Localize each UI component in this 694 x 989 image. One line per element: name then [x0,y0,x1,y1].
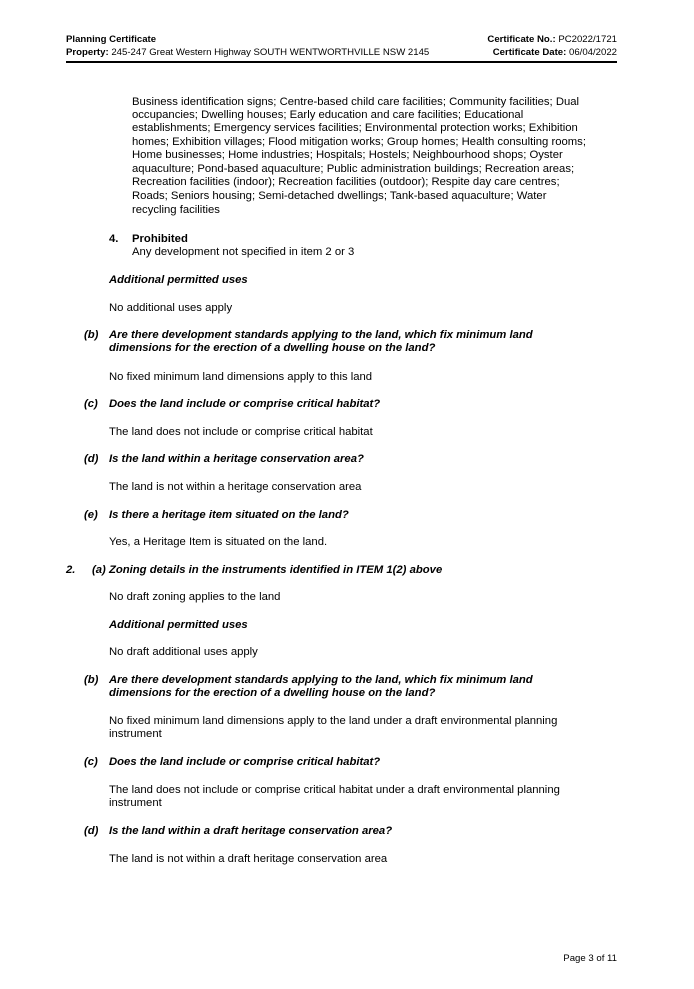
question-d: Is the land within a heritage conservation area? [109,453,364,465]
property-label: Property: [66,47,109,58]
page-header [66,33,617,59]
header-row-2 [66,46,617,59]
certificate-number [487,33,617,46]
question-b: Are there development standards applying to the land, which fix minimum land [109,329,533,341]
question-2b: Are there development standards applying to the land, which fix minimum land [109,674,533,686]
draft-additional-uses-text: No draft additional uses apply [109,646,258,658]
item-label-e: (e) [84,509,98,521]
question-2c: Does the land include or comprise critical habitat? [109,756,381,768]
section-2a-heading: (a) Zoning details in the instruments identified in ITEM 1(2) above [92,564,443,576]
item-label-d: (d) [84,453,99,465]
question-c: Does the land include or comprise critical habitat? [109,398,381,410]
permitted-list-line: homes; Exhibition villages; Flood mitigation works; Group homes; Health consulting rooms; [132,136,586,148]
permitted-list-line: establishments; Emergency services facilities; Environmental protection works; Exhibition [132,122,578,134]
additional-uses-text: No additional uses apply [109,302,233,314]
header-divider [66,61,617,63]
property-value: 245-247 Great Western Highway SOUTH WENTWORTHVILLE NSW 2145 [111,47,430,58]
section-2a-answer: No draft zoning applies to the land [109,591,281,603]
answer-b: No fixed minimum land dimensions apply to this land [109,371,373,383]
permitted-list-line: occupancies; Dwelling houses; Early education and care facilities; Educational [132,109,524,121]
answer-2c: The land does not include or comprise critical habitat under a draft environmental planning [109,784,560,796]
permitted-list-line: Business identification signs; Centre-based child care facilities; Community facilities; Dual [132,96,580,108]
section-2-number: 2. [66,564,76,576]
question-2d: Is the land within a draft heritage conservation area? [109,825,393,837]
item-label-b: (b) [84,329,99,341]
item-label-c: (c) [84,398,98,410]
item-label-2b: (b) [84,674,99,686]
certificate-date-value: 06/04/2022 [568,47,617,58]
prohibited-text: Any development not specified in item 2 or 3 [132,246,355,258]
answer-c: The land does not include or comprise critical habitat [109,426,373,438]
question-2b: dimensions for the erection of a dwelling house on the land? [109,687,436,699]
prohibited-title: Prohibited [132,233,188,245]
answer-2b: instrument [109,728,162,740]
doc-title: Planning Certificate [66,34,157,45]
item-label-2d: (d) [84,825,99,837]
certificate-date-label: Certificate Date: [492,47,567,58]
item-label-2c: (c) [84,756,98,768]
permitted-list-line: Recreation facilities (indoor); Recreation facilities (outdoor); Respite day care centres; [132,176,560,188]
certificate-date [493,46,617,59]
answer-2d: The land is not within a draft heritage conservation area [109,853,388,865]
answer-2c: instrument [109,797,162,809]
prohibited-number: 4. [109,233,119,245]
additional-uses-heading: Additional permitted uses [109,274,248,286]
property [66,46,429,59]
answer-2b: No fixed minimum land dimensions apply to the land under a draft environmental planning [109,715,558,727]
answer-d: The land is not within a heritage conservation area [109,481,362,493]
permitted-list-line: recycling facilities [132,204,220,216]
answer-e: Yes, a Heritage Item is situated on the land. [109,536,328,548]
draft-additional-uses-heading: Additional permitted uses [109,619,248,631]
header-row-1 [66,33,617,46]
permitted-list-line: Home businesses; Home industries; Hospitals; Hostels; Neighbourhood shops; Oyster [132,149,563,161]
permitted-list-line: aquaculture; Pond-based aquaculture; Public administration buildings; Recreation areas; [132,163,575,175]
page-number: Page 3 of 11 [563,953,617,964]
permitted-list-line: Roads; Seniors housing; Semi-detached dwellings; Tank-based aquaculture; Water [132,190,547,202]
certificate-number-value: PC2022/1721 [558,34,617,45]
question-b: dimensions for the erection of a dwelling house on the land? [109,342,436,354]
question-e: Is there a heritage item situated on the land? [109,509,349,521]
certificate-number-label: Certificate No.: [487,34,556,45]
